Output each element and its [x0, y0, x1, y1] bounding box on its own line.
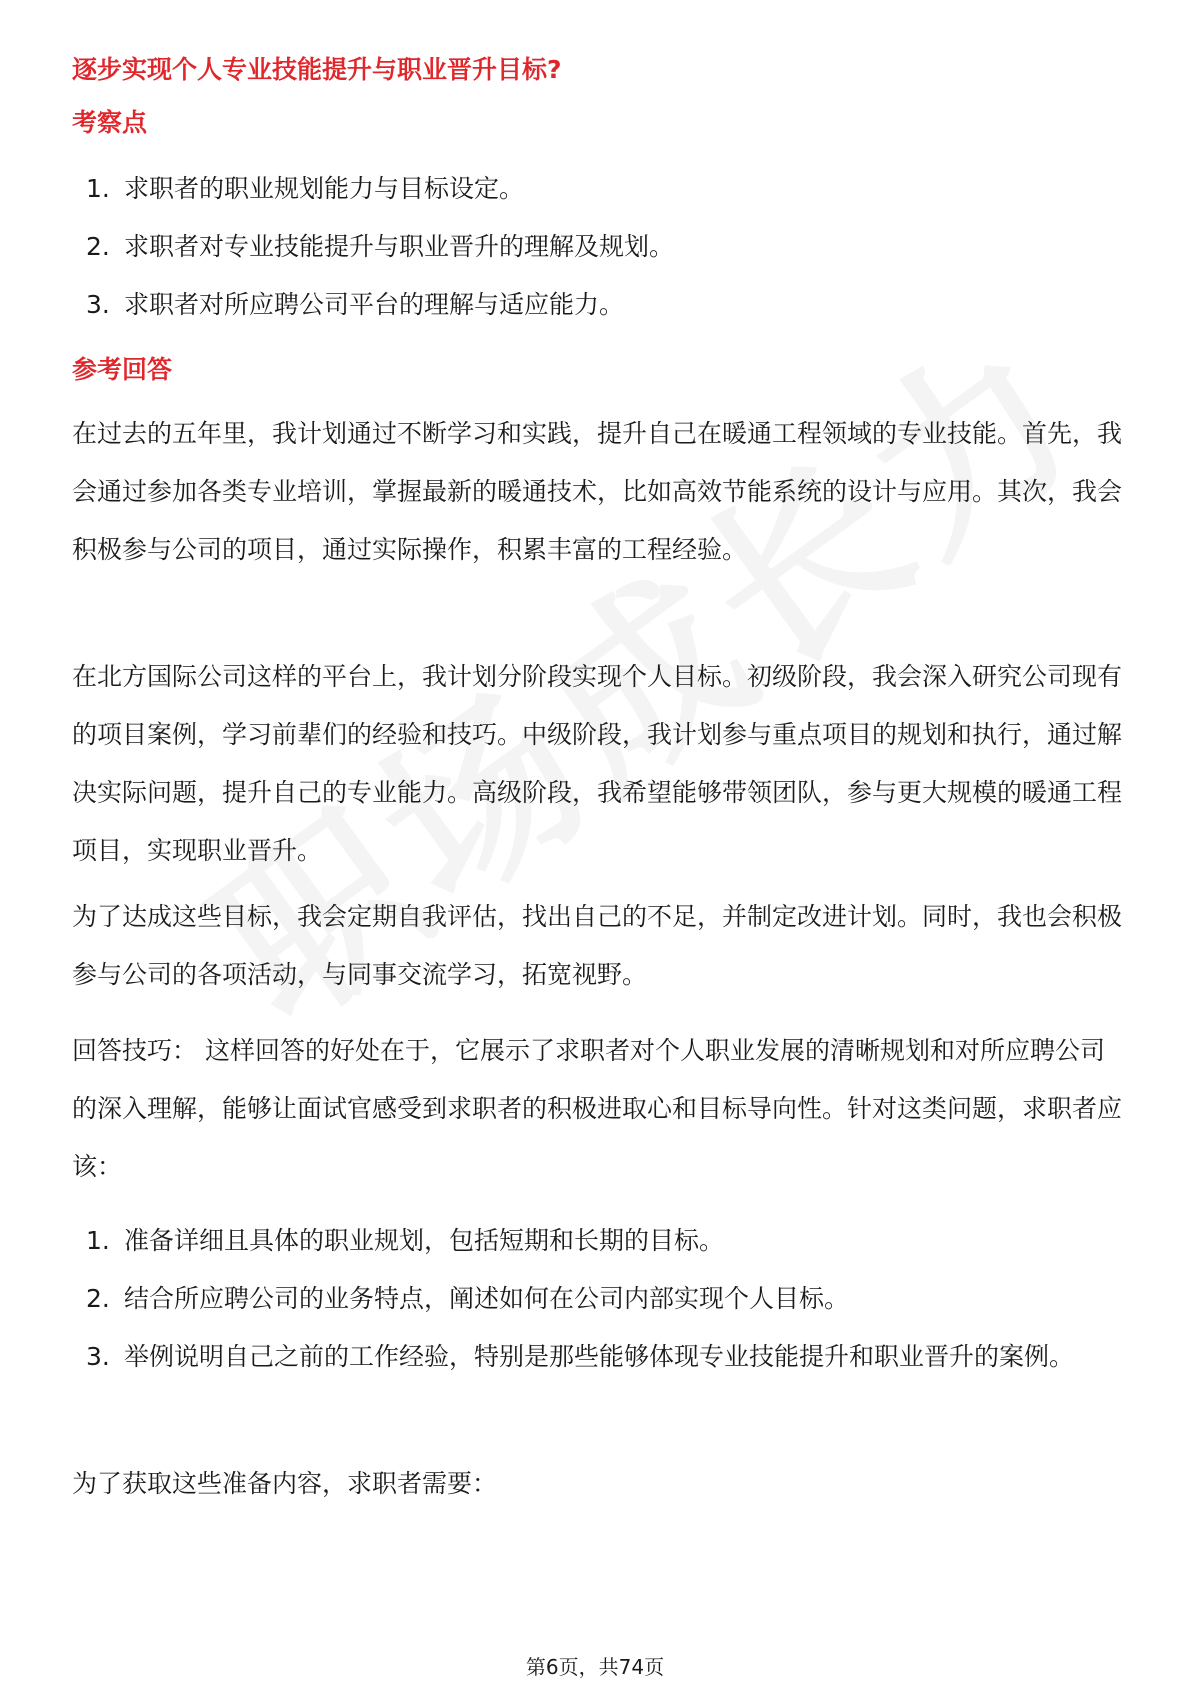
list-item: 2. 求职者对专业技能提升与职业晋升的理解及规划。 — [86, 232, 675, 261]
list-item: 3. 求职者对所应聘公司平台的理解与适应能力。 — [86, 290, 625, 319]
list-item: 3. 举例说明自己之前的工作经验，特别是那些能够体现专业技能提升和职业晋升的案例。 — [86, 1342, 1075, 1371]
answer-heading: 参考回答 — [72, 355, 173, 384]
page-title: 逐步实现个人专业技能提升与职业晋升目标? — [72, 55, 562, 84]
list-item: 2. 结合所应聘公司的业务特点，阐述如何在公司内部实现个人目标。 — [86, 1284, 850, 1313]
answer-paragraph-3: 为了达成这些目标，我会定期自我评估，找出自己的不足，并制定改进计划。同时，我也会积极参与公司的各项活动，与同事交流学习，拓宽视野。 — [72, 902, 1123, 989]
points-list — [72, 160, 1122, 334]
points-heading: 考察点 — [72, 108, 148, 137]
list-item: 1. 求职者的职业规划能力与目标设定。 — [86, 174, 525, 203]
tips-list — [72, 1212, 1122, 1386]
answer-paragraph-1: 在过去的五年里，我计划通过不断学习和实践，提升自己在暖通工程领域的专业技能。首先，我会通过参加各类专业培训，掌握最新的暖通技术，比如高效节能系统的设计与应用。其次，我会积极参与公司的项目，通过实际操作，积累丰富的工程经验。 — [72, 419, 1123, 564]
page-footer: 第6页，共74页 — [525, 1655, 665, 1679]
tips-paragraph: 回答技巧： 这样回答的好处在于，它展示了求职者对个人职业发展的清晰规划和对所应聘公司的深入理解，能够让面试官感受到求职者的积极进取心和目标导向性。针对这类问题，求职者应该： — [72, 1036, 1123, 1181]
answer-paragraph-2: 在北方国际公司这样的平台上，我计划分阶段实现个人目标。初级阶段，我会深入研究公司现有的项目案例，学习前辈们的经验和技巧。中级阶段，我计划参与重点项目的规划和执行，通过解决实际问题，提升自己的专业能力。高级阶段，我希望能够带领团队，参与更大规模的暖通工程项目，实现职业晋升。 — [72, 662, 1123, 865]
list-item: 1. 准备详细且具体的职业规划，包括短期和长期的目标。 — [86, 1226, 725, 1255]
closing-paragraph: 为了获取这些准备内容，求职者需要： — [72, 1469, 498, 1498]
